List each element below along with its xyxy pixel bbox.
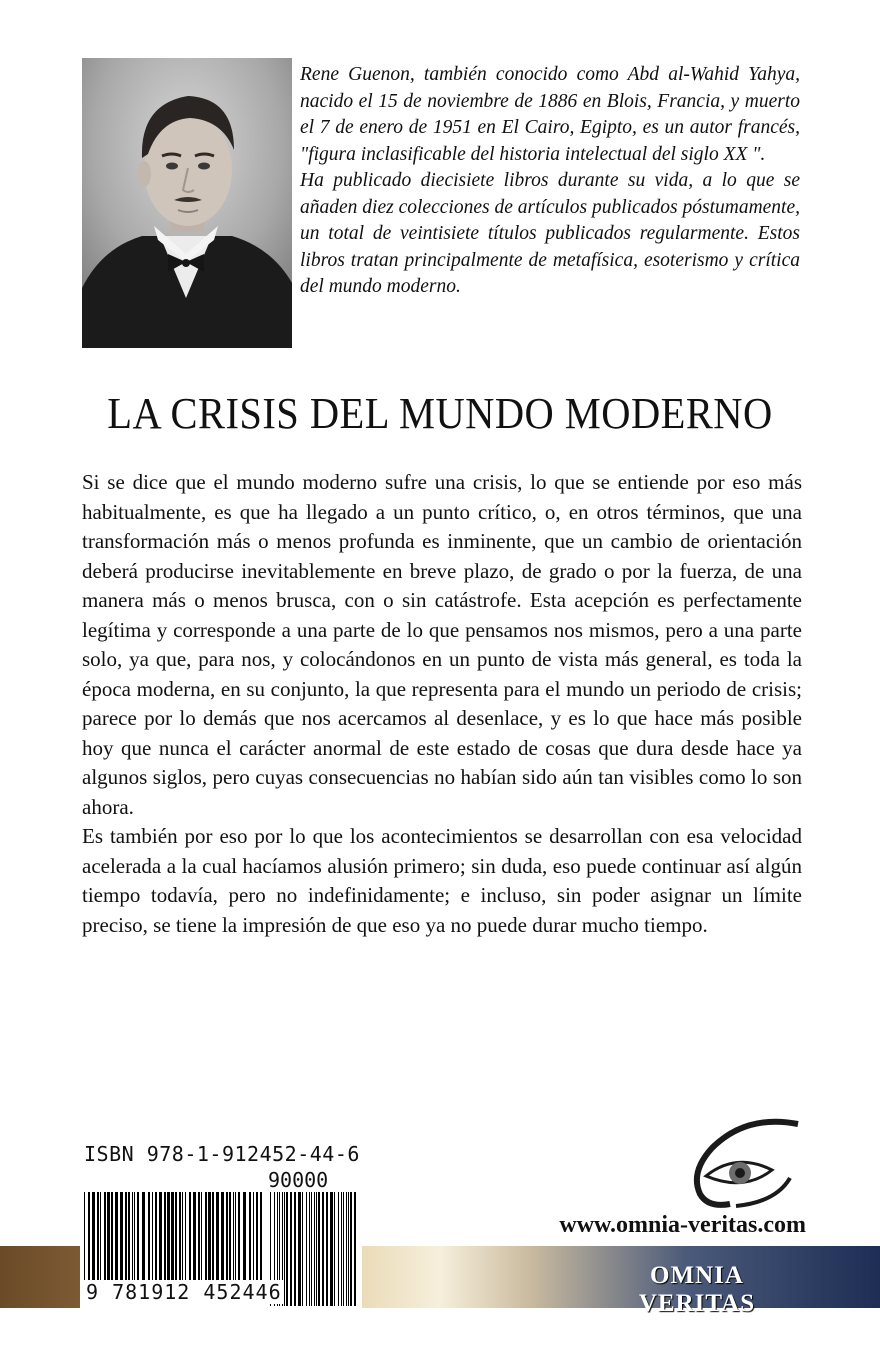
barcode-bar bbox=[120, 1192, 123, 1280]
barcode-bar bbox=[298, 1192, 301, 1306]
author-bio-paragraph: Ha publicado diecisiete libros durante su vida, a lo que se añaden diez colecciones de artículos publicados póstumamente, un total de veintisiete títulos publicados regularmente. Estos libros tratan principalmente de metafísica, esoterismo y crítica del mundo moderno. bbox=[300, 170, 800, 297]
barcode-bar bbox=[253, 1192, 254, 1280]
author-portrait bbox=[82, 58, 292, 348]
barcode-bar bbox=[330, 1192, 333, 1306]
barcode-bar bbox=[104, 1192, 106, 1280]
barcode-bar bbox=[198, 1192, 200, 1280]
barcode-bar bbox=[314, 1192, 315, 1306]
barcode-bar bbox=[179, 1192, 181, 1280]
barcode-bar bbox=[348, 1192, 349, 1306]
barcode-bar bbox=[334, 1192, 335, 1306]
barcode-bar bbox=[97, 1192, 99, 1280]
barcode-bar bbox=[128, 1192, 130, 1280]
barcode-bar bbox=[238, 1192, 240, 1280]
barcode-bar bbox=[212, 1192, 214, 1280]
barcode-bar bbox=[216, 1192, 219, 1280]
barcode-bar bbox=[235, 1192, 236, 1280]
barcode-bar bbox=[84, 1192, 85, 1280]
barcode-bar bbox=[111, 1192, 113, 1280]
barcode-bar bbox=[322, 1192, 324, 1306]
barcode-ean-digits: 9 781912 452446 bbox=[86, 1280, 282, 1304]
barcode-bar bbox=[343, 1192, 344, 1306]
barcode-bar bbox=[185, 1192, 186, 1280]
book-title: LA CRISIS DEL MUNDO MODERNO bbox=[107, 389, 773, 438]
barcode-bar bbox=[350, 1192, 352, 1306]
blurb-paragraph: Es también por eso por lo que los acontecimientos se desarrollan con esa velocidad acelerada a la cual hacíamos alusión primero; sin duda, eso puede continuar así algún tiempo todavía, pero no indefinidamente; e incluso, sin poder asignar un límite preciso, se tiene la impresión de que eso ya no puede durar mucho tiempo. bbox=[82, 824, 802, 937]
barcode-bar bbox=[189, 1192, 191, 1280]
isbn-label: ISBN 978-1-912452-44-6 bbox=[84, 1142, 360, 1166]
barcode-bar bbox=[148, 1192, 150, 1280]
barcode-bar bbox=[233, 1192, 234, 1280]
barcode-bar bbox=[338, 1192, 339, 1306]
barcode-bar bbox=[167, 1192, 170, 1280]
barcode-bar bbox=[221, 1192, 224, 1280]
barcode-bar bbox=[249, 1192, 251, 1280]
barcode-bar bbox=[88, 1192, 90, 1280]
barcode-bar bbox=[132, 1192, 133, 1280]
author-portrait-illustration bbox=[82, 58, 292, 348]
blurb-paragraph: Si se dice que el mundo moderno sufre una crisis, lo que se entiende por eso más habitualmente, es que ha llegado a un punto crítico, o, en otros términos, que una transformación más o menos profunda es inminente, que un cambio de orientación deberá producirse inevitablemente en breve plazo, de grado o por la fuerza, de una manera más o menos brusca, con o sin catástrofe. Esta acepción es perfectamente legítima y corresponde a una parte de lo que pensamos nos mismos, pero a una parte solo, ya que, para nos, y colocándonos en un punto de vista más general, es toda la época moderna, en su conjunto, la que representa para el mundo un periodo de crisis; parece por lo demás que nos acercamos al desenlace, y es lo que hace más posible hoy que nunca el carácter anormal de este estado de cosas que dura desde hace ya algunos siglos, pero cuyas consecuencias no habían sido aún tan visibles como lo son ahora. bbox=[82, 470, 802, 819]
barcode-bar bbox=[354, 1192, 356, 1306]
barcode-bar bbox=[201, 1192, 202, 1280]
barcode-bar bbox=[311, 1192, 312, 1306]
barcode-bar bbox=[100, 1192, 101, 1280]
book-blurb bbox=[82, 468, 802, 940]
barcode-bar bbox=[316, 1192, 317, 1306]
barcode-bar bbox=[341, 1192, 342, 1306]
barcode-bar bbox=[346, 1192, 347, 1306]
barcode-bar bbox=[175, 1192, 177, 1280]
barcode-bar bbox=[256, 1192, 258, 1280]
barcode-bar bbox=[318, 1192, 320, 1306]
barcode-bar bbox=[229, 1192, 231, 1280]
barcode-bar bbox=[92, 1192, 95, 1280]
barcode-bar bbox=[164, 1192, 166, 1280]
barcode-bar bbox=[260, 1192, 262, 1280]
barcode-bar bbox=[142, 1192, 145, 1280]
barcode-bar bbox=[306, 1192, 307, 1306]
barcode-bar bbox=[115, 1192, 118, 1280]
author-bio-paragraph: Rene Guenon, también conocido como Abd al-Wahid Yahya, nacido el 15 de noviembre de 1886 en Blois, Francia, y muerto el 7 de enero de 1951 en El Cairo, Egipto, es un autor francés, "figura inclasificable del historia intelectual del siglo XX ". bbox=[300, 64, 800, 165]
barcode-bar bbox=[226, 1192, 228, 1280]
barcode-bar bbox=[155, 1192, 157, 1280]
author-bio bbox=[300, 62, 800, 301]
barcode-addon-number: 90000 bbox=[268, 1168, 329, 1192]
barcode-bar bbox=[125, 1192, 127, 1280]
barcode-bar bbox=[243, 1192, 246, 1280]
barcode-bar bbox=[294, 1192, 296, 1306]
barcode-bar bbox=[171, 1192, 174, 1280]
barcode-bar bbox=[193, 1192, 196, 1280]
publisher-website-link[interactable]: www.omnia-veritas.com bbox=[559, 1212, 806, 1238]
barcode-bar bbox=[326, 1192, 328, 1306]
barcode-bar bbox=[205, 1192, 207, 1280]
eye-logo-icon bbox=[686, 1118, 802, 1210]
barcode-bar bbox=[302, 1192, 303, 1306]
barcode-bar bbox=[309, 1192, 310, 1306]
barcode-bar bbox=[134, 1192, 135, 1280]
barcode-bar bbox=[208, 1192, 211, 1280]
barcode-bar bbox=[290, 1192, 292, 1306]
barcode-bar bbox=[182, 1192, 183, 1280]
barcode-bar bbox=[284, 1192, 285, 1306]
barcode-bar bbox=[159, 1192, 162, 1280]
barcode-bar bbox=[107, 1192, 110, 1280]
barcode-bar bbox=[286, 1192, 288, 1306]
barcode-bar bbox=[137, 1192, 139, 1280]
barcode-bar bbox=[152, 1192, 153, 1280]
publisher-brand: OMNIA VERITAS bbox=[638, 1262, 756, 1317]
